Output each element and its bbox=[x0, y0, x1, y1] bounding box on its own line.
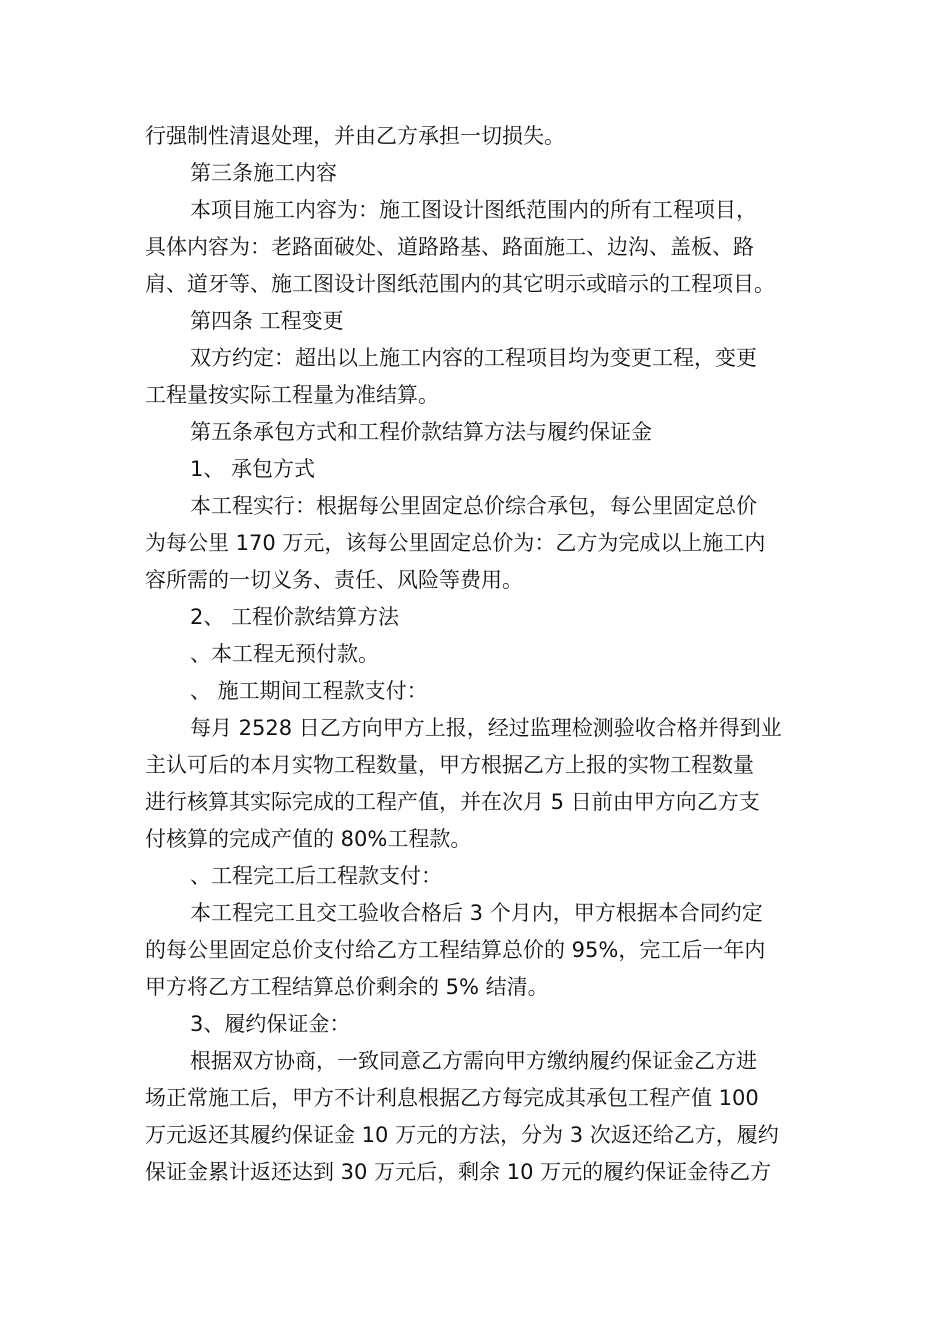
section-heading: 3、履约保证金： bbox=[190, 1012, 351, 1036]
text-line: 、本工程无预付款。 bbox=[190, 642, 379, 666]
article-heading: 第三条施工内容 bbox=[190, 161, 337, 185]
text-line: 行强制性清退处理，并由乙方承担一切损失。 bbox=[145, 124, 565, 148]
text-line: 为每公里 170 万元，该每公里固定总价为：乙方为完成以上施工内 bbox=[145, 531, 766, 555]
text-line: 、 施工期间工程款支付： bbox=[190, 679, 428, 703]
text-line: 的每公里固定总价支付给乙方工程结算总价的 95%，完工后一年内 bbox=[145, 938, 766, 962]
text-line: 本项目施工内容为：施工图设计图纸范围内的所有工程项目， bbox=[190, 198, 757, 222]
article-heading: 第五条承包方式和工程价款结算方法与履约保证金 bbox=[190, 420, 652, 444]
text-line: 主认可后的本月实物工程数量，甲方根据乙方上报的实物工程数量 bbox=[145, 753, 754, 777]
text-line: 具体内容为：老路面破处、道路路基、路面施工、边沟、盖板、路 bbox=[145, 235, 754, 259]
text-line: 工程量按实际工程量为准结算。 bbox=[145, 383, 439, 407]
text-line: 根据双方协商，一致同意乙方需向甲方缴纳履约保证金乙方进 bbox=[190, 1049, 757, 1073]
text-line: 场正常施工后，甲方不计利息根据乙方每完成其承包工程产值 100 bbox=[145, 1086, 759, 1110]
text-line: 进行核算其实际完成的工程产值，并在次月 5 日前由甲方向乙方支 bbox=[145, 790, 760, 814]
text-line: 容所需的一切义务、责任、风险等费用。 bbox=[145, 568, 523, 592]
section-heading: 2、 工程价款结算方法 bbox=[190, 605, 400, 629]
text-line: 本工程完工且交工验收合格后 3 个月内，甲方根据本合同约定 bbox=[190, 901, 763, 925]
text-line: 甲方将乙方工程结算总价剩余的 5% 结清。 bbox=[145, 975, 549, 999]
text-line: 万元返还其履约保证金 10 万元的方法，分为 3 次返还给乙方，履约 bbox=[145, 1123, 779, 1147]
article-heading: 第四条 工程变更 bbox=[190, 309, 344, 333]
text-line: 肩、道牙等、施工图设计图纸范围内的其它明示或暗示的工程项目。 bbox=[145, 272, 775, 296]
section-heading: 1、 承包方式 bbox=[190, 457, 316, 481]
text-line: 付核算的完成产值的 80%工程款。 bbox=[145, 827, 472, 851]
text-line: 、工程完工后工程款支付： bbox=[190, 864, 442, 888]
text-line: 双方约定：超出以上施工内容的工程项目均为变更工程，变更 bbox=[190, 346, 757, 370]
text-line: 本工程实行：根据每公里固定总价综合承包，每公里固定总价 bbox=[190, 494, 757, 518]
text-line: 每月 2528 日乙方向甲方上报，经过监理检测验收合格并得到业 bbox=[190, 716, 782, 740]
text-line: 保证金累计返还达到 30 万元后，剩余 10 万元的履约保证金待乙方 bbox=[145, 1160, 772, 1184]
